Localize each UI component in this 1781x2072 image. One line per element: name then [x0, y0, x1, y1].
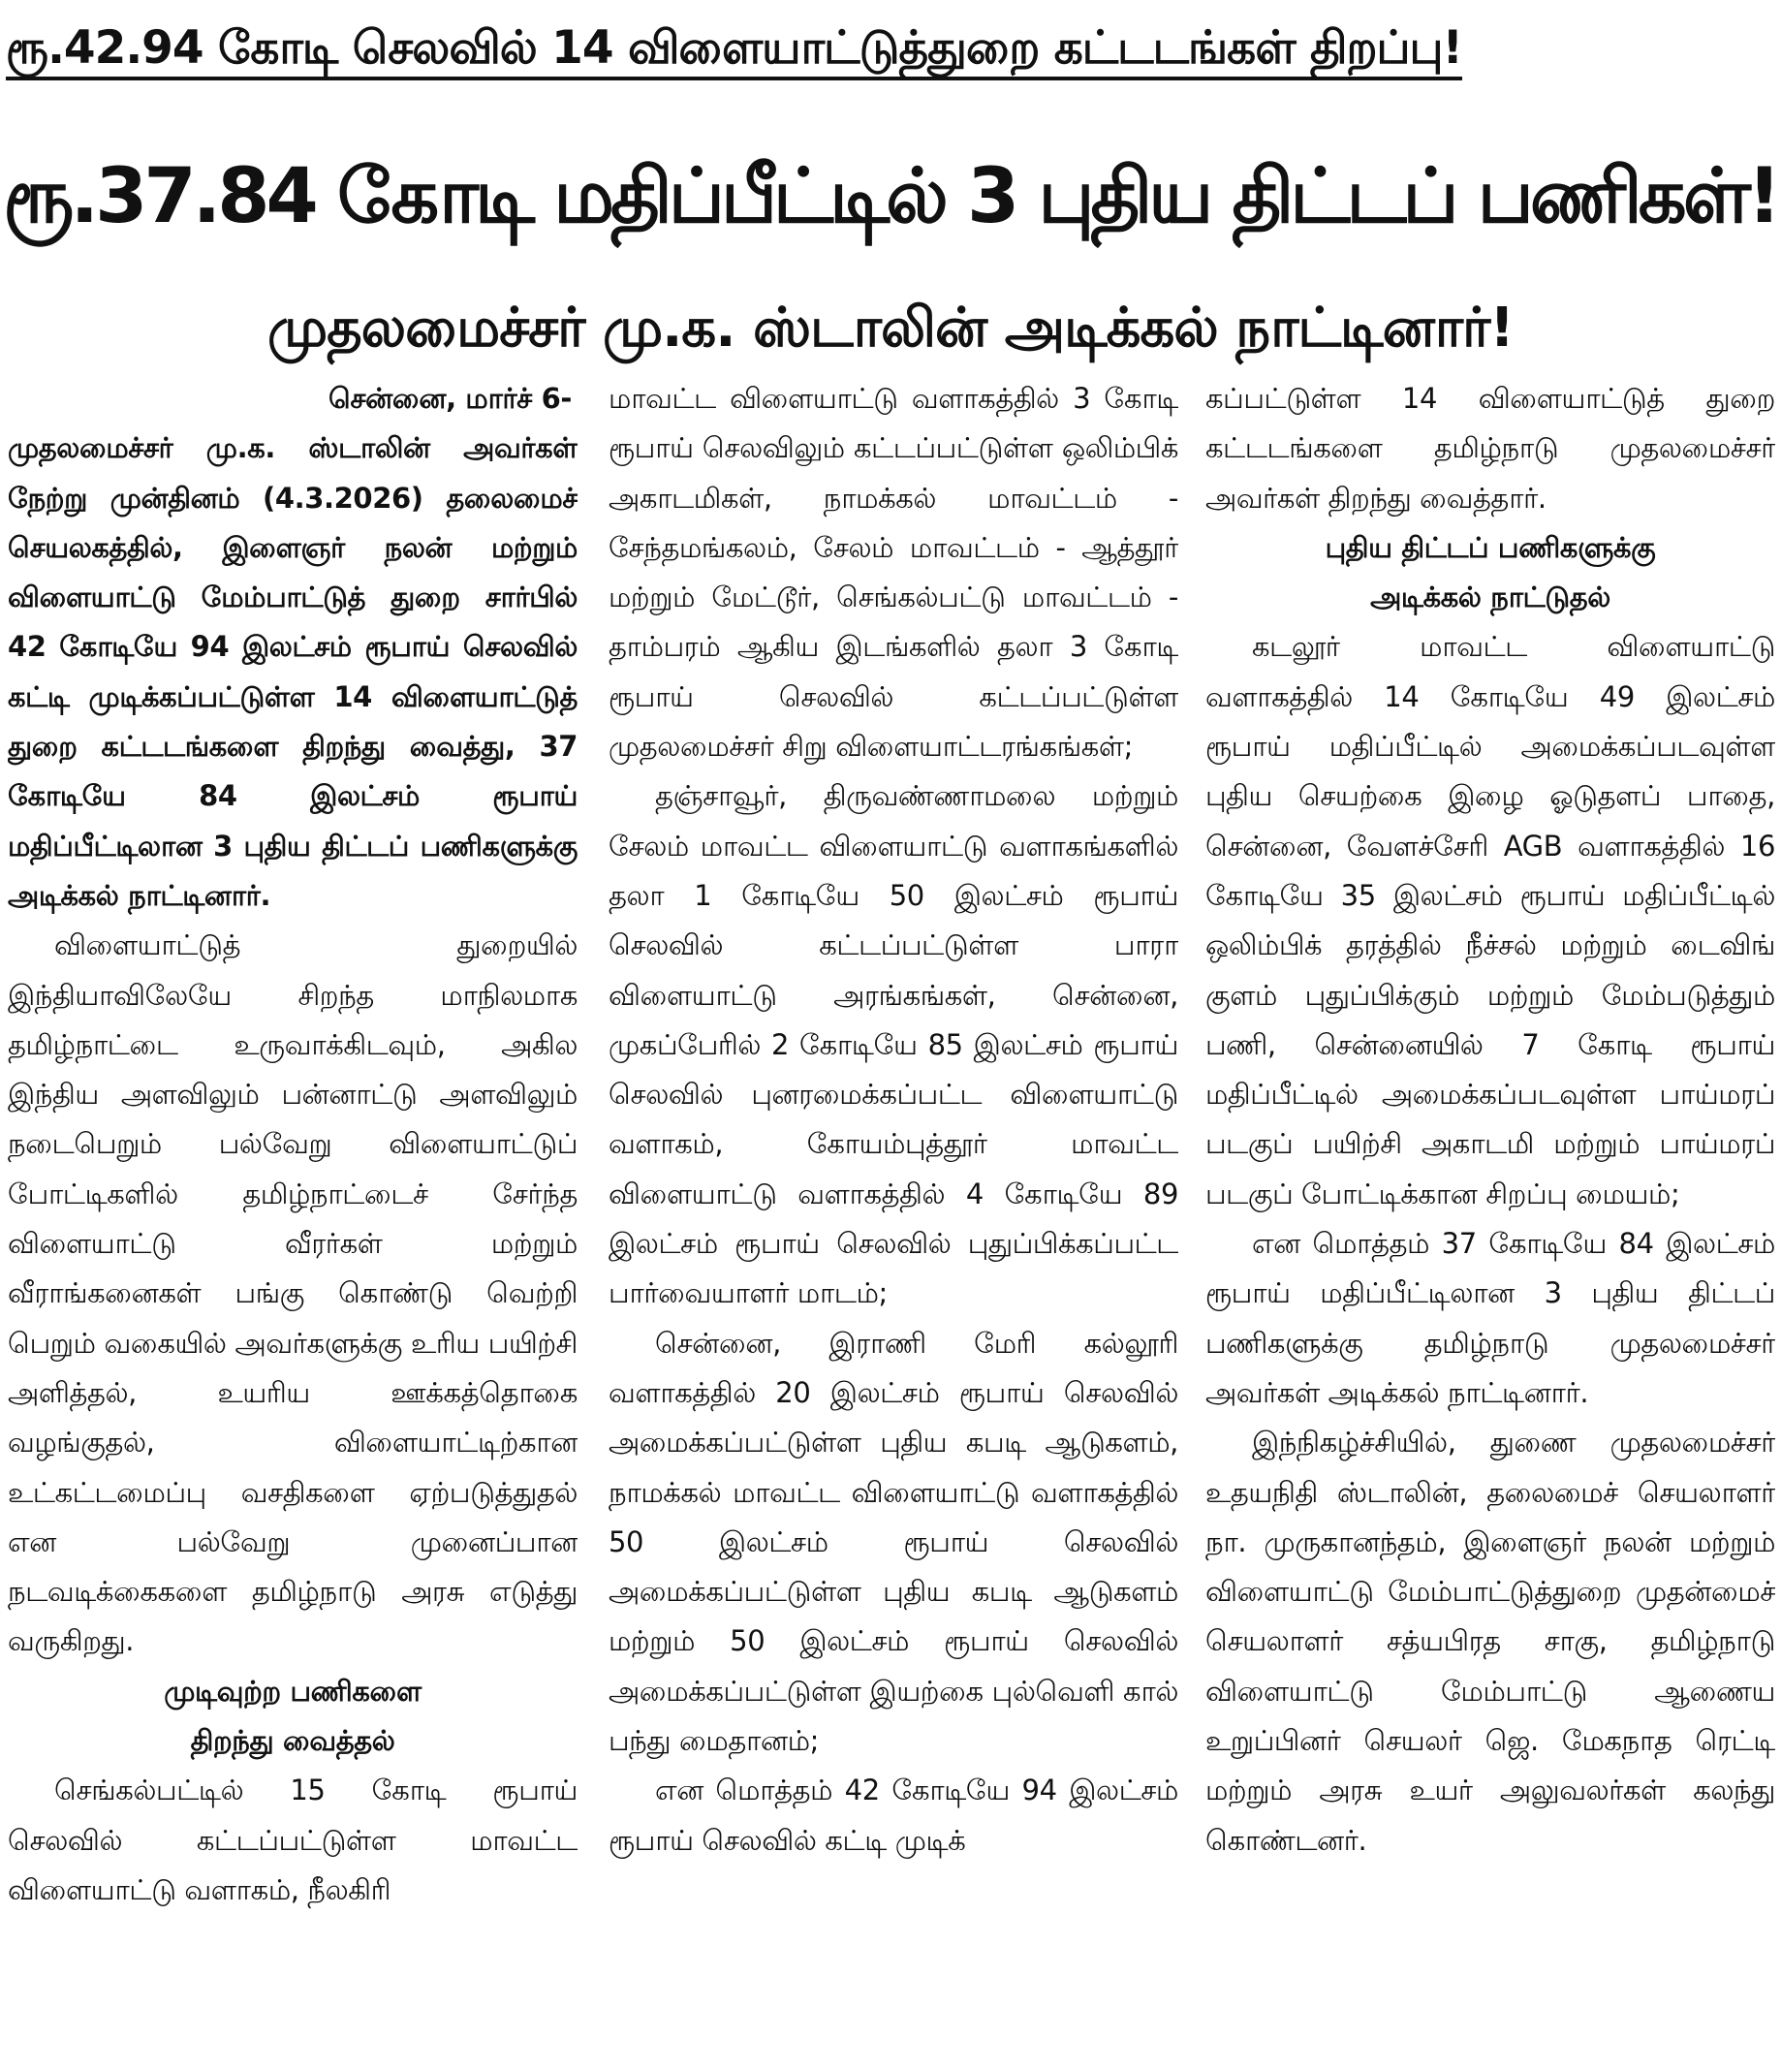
- body-paragraph: கடலூர் மாவட்ட விளையாட்டு வளாகத்தில் 14 கோடியே 49 இலட்சம் ரூபாய் மதிப்பீட்டில் அமைக்கப்படவுள்ள புதிய செயற்கை இழை ஓடுதளப் பாதை, சென்னை, வேளச்சேரி AGB வளாகத்தில் 16 கோடியே 35 இலட்சம் ரூபாய் மதிப்பீட்டில் ஒலிம்பிக் தரத்தில் நீச்சல் மற்றும் டைவிங் குளம் புதுப்பிக்கும் மற்றும் மேம்படுத்தும் பணி, சென்னையில் 7 கோடி ரூபாய் மதிப்பீட்டில் அமைக்கப்படவுள்ள பாய்மரப் படகுப் பயிற்சி அகாடமி மற்றும் பாய்மரப் படகுப் போட்டிக்கான சிறப்பு மையம்;: [1205, 630, 1775, 1210]
- section-subhead: திறந்து வைத்தல்: [190, 1724, 395, 1758]
- article-column-2: [609, 374, 1178, 2068]
- main-headline: ரூ.37.84 கோடி மதிப்பீட்டில் 3 புதிய திட்டப் பணிகள்!: [3, 153, 1778, 240]
- dateline: சென்னை, மார்ச் 6-: [328, 382, 572, 415]
- body-paragraph: செங்கல்பட்டில் 15 கோடி ரூபாய் செலவில் கட்டப்பட்டுள்ள மாவட்ட விளையாட்டு வளாகம், நீலகிரி: [8, 1774, 578, 1906]
- body-paragraph: விளையாட்டுத் துறையில் இந்தியாவிலேயே சிறந்த மாநிலமாக தமிழ்நாட்டை உருவாக்கிடவும், அகில இந்திய அளவிலும் பன்னாட்டு அளவிலும் நடைபெறும் பல்வேறு விளையாட்டுப் போட்டிகளில் தமிழ்நாட்டைச் சேர்ந்த விளையாட்டு வீரர்கள் மற்றும் வீராங்கனைகள் பங்கு கொண்டு வெற்றி பெறும் வகையில் அவர்களுக்கு உரிய பயிற்சி அளித்தல், உயரிய ஊக்கத்தொகை வழங்குதல், விளையாட்டிற்கான உட்கட்டமைப்பு வசதிகளை ஏற்படுத்துதல் என பல்வேறு முனைப்பான நடவடிக்கைகளை தமிழ்நாடு அரசு எடுத்து வருகிறது.: [8, 928, 578, 1658]
- section-subhead: அடிக்கல் நாட்டுதல்: [1370, 581, 1610, 614]
- lead-paragraph: முதலமைச்சர் மு.க. ஸ்டாலின் அவர்கள் நேற்று முன்தினம் (4.3.2026) தலைமைச் செயலகத்தில், இளைஞர் நலன் மற்றும் விளையாட்டு மேம்பாட்டுத் துறை சார்பில் 42 கோடியே 94 இலட்சம் ரூபாய் செலவில் கட்டி முடிக்கப்பட்டுள்ள 14 விளையாட்டுத் துறை கட்டடங்களை திறந்து வைத்து, 37 கோடியே 84 இலட்சம் ரூபாய் மதிப்பீட்டிலான 3 புதிய திட்டப் பணிகளுக்கு அடிக்கல் நாட்டினார்.: [8, 431, 578, 912]
- body-paragraph: மாவட்ட விளையாட்டு வளாகத்தில் 3 கோடி ரூபாய் செலவிலும் கட்டப்பட்டுள்ள ஒலிம்பிக் அகாடமிகள், நாமக்கல் மாவட்டம் - சேந்தமங்கலம், சேலம் மாவட்டம் - ஆத்தூர் மற்றும் மேட்டூர், செங்கல்பட்டு மாவட்டம் - தாம்பரம் ஆகிய இடங்களில் தலா 3 கோடி ரூபாய் செலவில் கட்டப்பட்டுள்ள முதலமைச்சர் சிறு விளையாட்டரங்கங்கள்;: [609, 382, 1178, 764]
- kicker-headline: [6, 4, 1775, 93]
- body-paragraph: தஞ்சாவூர், திருவண்ணாமலை மற்றும் சேலம் மாவட்ட விளையாட்டு வளாகங்களில் தலா 1 கோடியே 50 இலட்சம் ரூபாய் செலவில் கட்டப்பட்டுள்ள பாரா விளையாட்டு அரங்கங்கள், சென்னை, முகப்பேரில் 2 கோடியே 85 இலட்சம் ரூபாய் செலவில் புனரமைக்கப்பட்ட விளையாட்டு வளாகம், கோயம்புத்தூர் மாவட்ட விளையாட்டு வளாகத்தில் 4 கோடியே 89 இலட்சம் ரூபாய் செலவில் புதுப்பிக்கப்பட்ட பார்வையாளர் மாடம்;: [609, 779, 1178, 1310]
- section-subhead: முடிவுற்ற பணிகளை: [164, 1674, 422, 1708]
- article-column-1: [8, 374, 578, 2068]
- body-paragraph: என மொத்தம் 37 கோடியே 84 இலட்சம் ரூபாய் மதிப்பீட்டிலான 3 புதிய திட்டப் பணிகளுக்கு தமிழ்நாடு முதலமைச்சர் அவர்கள் அடிக்கல் நாட்டினார்.: [1205, 1227, 1775, 1409]
- body-paragraph: கப்பட்டுள்ள 14 விளையாட்டுத் துறை கட்டடங்களை தமிழ்நாடு முதலமைச்சர் அவர்கள் திறந்து வைத்தார்.: [1205, 382, 1775, 515]
- body-paragraph: என மொத்தம் 42 கோடியே 94 இலட்சம் ரூபாய் செலவில் கட்டி முடிக்: [609, 1774, 1178, 1857]
- body-paragraph: சென்னை, இராணி மேரி கல்லூரி வளாகத்தில் 20 இலட்சம் ரூபாய் செலவில் அமைக்கப்பட்டுள்ள புதிய கபடி ஆடுகளம், நாமக்கல் மாவட்ட விளையாட்டு வளாகத்தில் 50 இலட்சம் ரூபாய் செலவில் அமைக்கப்பட்டுள்ள புதிய கபடி ஆடுகளம் மற்றும் 50 இலட்சம் ரூபாய் செலவில் அமைக்கப்பட்டுள்ள இயற்கை புல்வெளி கால் பந்து மைதானம்;: [609, 1326, 1178, 1758]
- article-column-3: [1205, 374, 1775, 2068]
- sub-headline: முதலமைச்சர் மு.க. ஸ்டாலின் அடிக்கல் நாட்டினார்!: [267, 297, 1514, 360]
- body-paragraph: இந்நிகழ்ச்சியில், துணை முதலமைச்சர் உதயநிதி ஸ்டாலின், தலைமைச் செயலாளர் நா. முருகானந்தம், இளைஞர் நலன் மற்றும் விளையாட்டு மேம்பாட்டுத்துறை முதன்மைச் செயலாளர் சத்யபிரத சாகு, தமிழ்நாடு விளையாட்டு மேம்பாட்டு ஆணைய உறுப்பினர் செயலர் ஜெ. மேகநாத ரெட்டி மற்றும் அரசு உயர் அலுவலர்கள் கலந்து கொண்டனர்.: [1205, 1426, 1775, 1857]
- section-subhead: புதிய திட்டப் பணிகளுக்கு: [1325, 530, 1656, 564]
- kicker-text: ரூ.42.94 கோடி செலவில் 14 விளையாட்டுத்துறை கட்டடங்கள் திறப்பு!: [6, 21, 1462, 80]
